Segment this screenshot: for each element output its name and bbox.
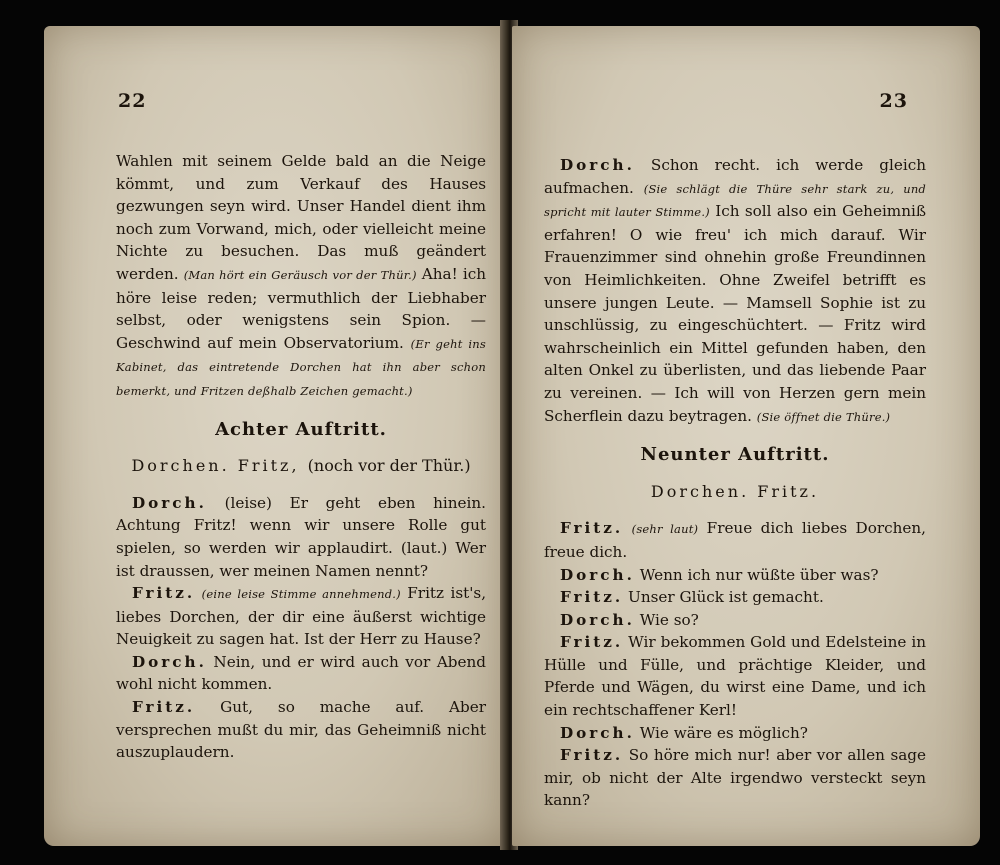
speech-text: Wer ist draussen, wer meinen Namen nennt? [116, 538, 486, 580]
speech [544, 609, 926, 632]
speech [116, 696, 486, 764]
speech [544, 744, 926, 812]
body-text: Wahlen mit seinem Gelde bald an die Neige kömmt, und zum Verkauf des Hauses gezwungen seyn wird. Unser Handel dient ihm noch zum Vorwand, mich, oder vielleicht meine Nichte zu besuchen. Das muß geändert werden. [116, 152, 486, 283]
speech [544, 586, 926, 609]
speaker-name: Dorch. [132, 652, 207, 671]
stage-direction: (laut.) [400, 538, 448, 557]
right-page [512, 26, 980, 846]
speech-text: Nein, und er wird auch vor Abend wohl nicht kommen. [116, 652, 486, 694]
speech-text: Er geht eben hinein. Achtung Fritz! wenn wir unsere Rolle gut spielen, so werden wir applaudirt. [116, 493, 487, 557]
stage-direction: (eine leise Stimme annehmend.) [201, 587, 401, 602]
stage-direction: (noch vor der Thür.) [307, 456, 471, 476]
speaker-name: Dorch. [132, 493, 207, 512]
speech [544, 564, 926, 587]
speaker-name: Fritz. [560, 633, 624, 652]
page-number: 22 [118, 90, 147, 112]
speech-text: Wie wäre es möglich? [634, 723, 808, 742]
speech-text: Gut, so mache auf. Aber versprechen mußt du mir, das Geheimniß nicht auszuplaudern. [116, 698, 486, 762]
cast-list: Dorchen. Fritz. [650, 481, 820, 501]
speaker-name: Dorch. [560, 565, 635, 584]
speech-text: Wenn ich nur wüßte über was? [634, 565, 879, 584]
speech [544, 722, 926, 745]
speech-text: Unser Glück ist gemacht. [623, 588, 824, 607]
stage-direction: (Er geht ins Kabinet, das eintretende Dorchen hat ihn aber schon bemerkt, und Fritzen deßhalb Zeichen gemacht.) [116, 336, 486, 398]
speech [116, 651, 486, 696]
stage-direction: (Sie schlägt die Thüre sehr stark zu, und spricht mit lauter Stimme.) [544, 181, 926, 220]
speech [544, 154, 926, 428]
stage-direction: (sehr laut) [631, 522, 699, 537]
left-page [44, 26, 506, 846]
cast-list [116, 455, 486, 478]
scene-heading: Achter Auftritt. [215, 418, 387, 440]
speech-text: Wir bekommen Gold und Edelsteine in Hülle und Fülle, und prächtige Kleider, und Pferde und Wägen, du wirst eine Dame, und ich ein rechtschaffener Kerl! [544, 633, 926, 720]
speaker-name: Dorch. [560, 156, 635, 174]
page-text [116, 150, 486, 764]
speaker-name: Fritz. [132, 584, 196, 603]
speech-text: Wie so? [634, 610, 699, 629]
speech-text: So höre mich nur! aber vor allen sage mir, ob nicht der Alte irgendwo versteckt seyn kann? [544, 746, 926, 810]
speech [116, 492, 486, 582]
stage-direction: (Man hört ein Geräusch vor der Thür.) [183, 267, 417, 282]
stage-direction: (leise) [224, 493, 272, 512]
speech [116, 582, 486, 651]
speech [544, 517, 926, 563]
speaker-name: Fritz. [560, 588, 624, 607]
speech [544, 631, 926, 721]
speech-text: Schon recht. ich werde gleich aufmachen. [544, 156, 926, 197]
page-number: 23 [879, 90, 908, 112]
speaker-name: Dorch. [560, 610, 635, 629]
speech-text: Ich soll also ein Geheimniß erfahren! O wie freu' ich mich darauf. Wir Frauenzimmer sind ohnehin große Freundinnen von Heimlichkeiten. Ohne Zweifel betrifft es unsere jungen Leute. — Mamsell Sophie ist zu unschlüssig, zu eingeschüchtert. — Fritz wird wahrscheinlich ein Mittel gefunden haben, den alten Onkel zu überlisten, und das liebende Paar zu vereinen. — Ich will von Herzen gern mein Scherflein dazu beytragen. [544, 202, 926, 425]
speaker-name: Fritz. [560, 746, 624, 765]
speech-text: Fritz ist's, liebes Dorchen, der dir eine äußerst wichtige Neuigkeit zu sagen hat. Ist der Herr zu Hause? [116, 584, 487, 649]
speech-text: Freue dich liebes Dorchen, freue dich. [544, 519, 926, 561]
page-text [544, 154, 926, 812]
stage-direction: (Sie öffnet die Thüre.) [756, 409, 891, 424]
speaker-name: Fritz. [560, 519, 624, 538]
paragraph [116, 150, 486, 403]
scene-heading: Neunter Auftritt. [640, 444, 830, 466]
body-text: Aha! ich höre leise reden; vermuthlich der Liebhaber selbst, oder wenigstens sein Spion. — Geschwind auf mein Observatorium. [116, 264, 486, 352]
speaker-name: Fritz. [132, 698, 196, 717]
speaker-name: Dorch. [560, 723, 635, 742]
cast-names: Dorchen. Fritz, [131, 456, 300, 476]
